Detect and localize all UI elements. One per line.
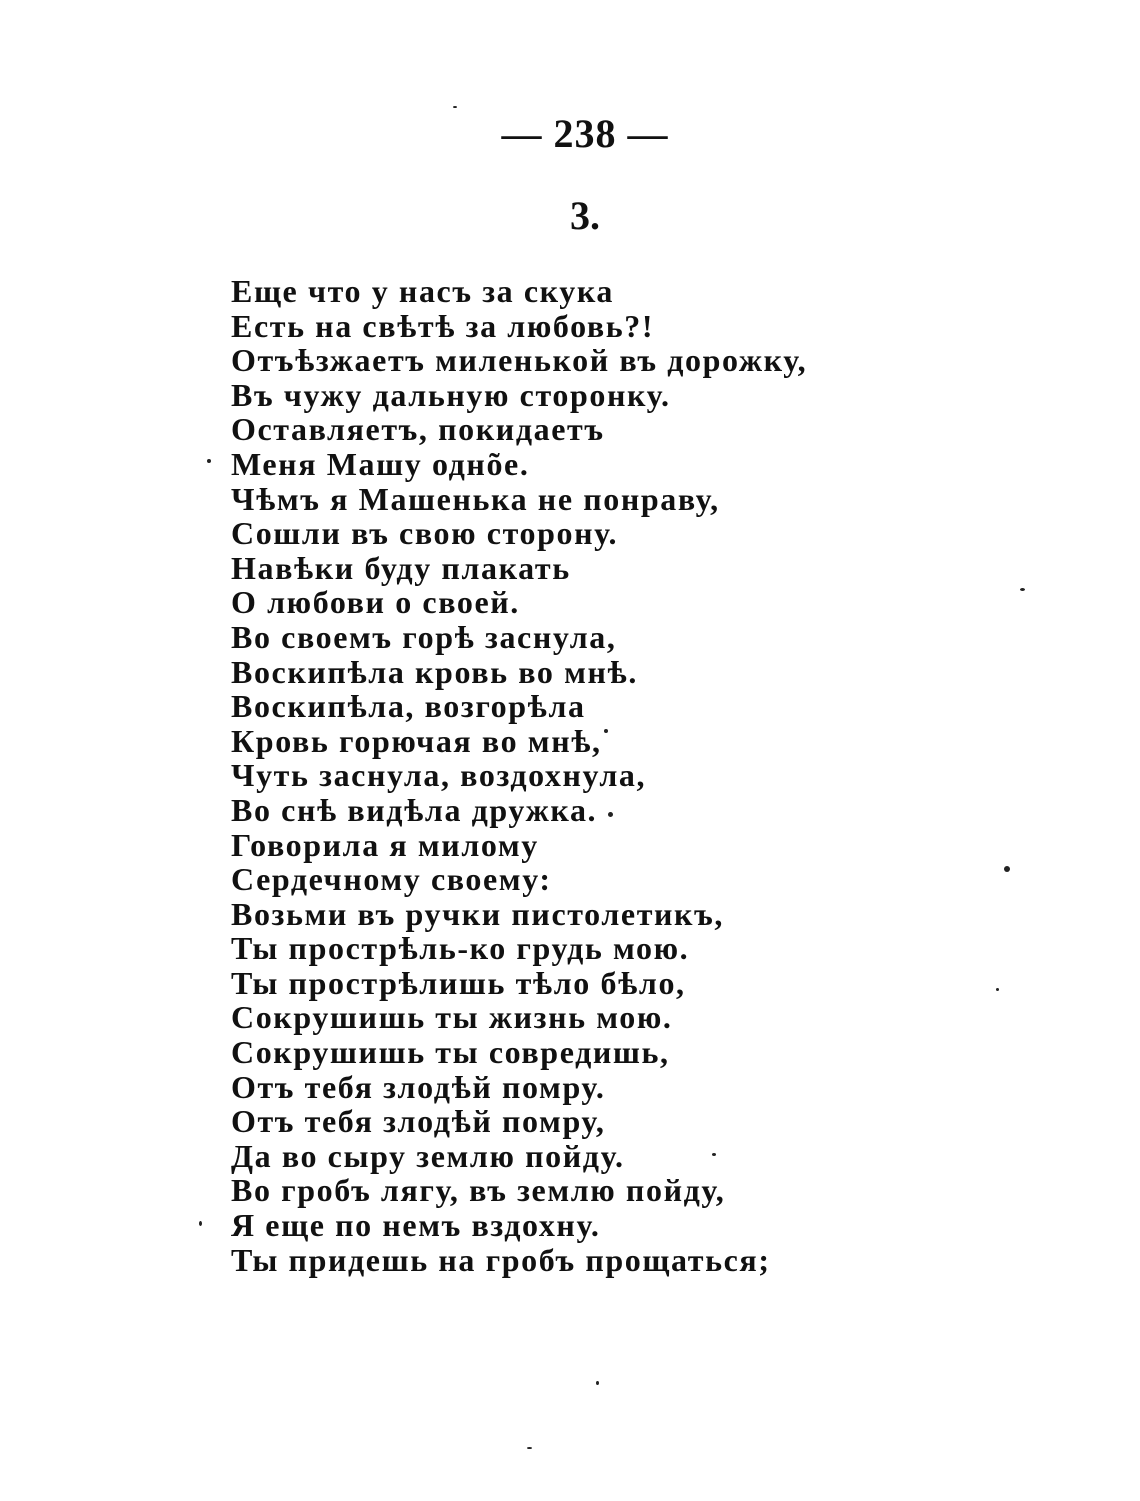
poem-text	[231, 274, 1051, 1277]
poem-line: Я еще по немъ вздохну.	[231, 1207, 601, 1244]
scan-speck	[596, 1381, 599, 1385]
poem-line: Возьми въ ручки пистолетикъ,	[231, 895, 724, 932]
page-number: — 238 —	[501, 111, 669, 156]
poem-line: Чуть заснула, воздохнула,	[231, 757, 647, 794]
scan-speck	[604, 729, 608, 733]
scan-speck	[207, 459, 211, 463]
poem-line: Сошли въ свою сторону.	[231, 515, 619, 552]
poem-line: Отъ тебя злодѣй помру.	[231, 1068, 606, 1105]
scan-speck	[712, 1153, 716, 1156]
poem-line: Ты прострѣль-ко грудь мою.	[231, 930, 690, 967]
scan-speck	[527, 1447, 532, 1449]
poem-line: Чѣмъ я Машенька не понраву,	[231, 480, 720, 517]
scan-speck	[608, 812, 613, 817]
poem-line: Во своемъ горѣ заснула,	[231, 618, 617, 655]
scan-speck	[996, 988, 999, 991]
poem-line: Да во сыру землю пойду.	[231, 1137, 625, 1174]
poem-line: Отъ тебя злодѣй помру,	[231, 1103, 606, 1140]
scan-speck	[1020, 588, 1025, 591]
poem-line: Воскипѣла, возгорѣла	[231, 688, 586, 725]
poem-line: Во гробъ лягу, въ землю пойду,	[231, 1172, 726, 1209]
poem-line: Еще что у насъ за скука	[231, 273, 615, 309]
poem-line: Сокрушишь ты жизнь мою.	[231, 999, 673, 1036]
poem-line: Сердечному своему:	[231, 861, 552, 898]
section-number: 3.	[570, 193, 600, 238]
poem-line: Навѣки буду плакать	[231, 549, 571, 586]
poem-line: Воскипѣла кровь во мнѣ.	[231, 653, 638, 690]
poem-line: Во снѣ видѣла дружка.	[231, 791, 598, 828]
poem-line: Въ чужу дальную сторонку.	[231, 376, 671, 413]
poem-line: О любови о своей.	[231, 584, 520, 621]
poem-line: Ты прострѣлишь тѣло бѣло,	[231, 964, 686, 1001]
poem-line: Говорила я милому	[231, 826, 539, 863]
poem-line: Оставляетъ, покидаетъ	[231, 411, 605, 448]
scan-speck	[199, 1221, 202, 1226]
poem-line: Кровь горючая во мнѣ,	[231, 722, 602, 759]
poem-line: Отъѣзжаетъ миленькой въ дорожку,	[231, 342, 808, 379]
scan-speck	[1004, 866, 1010, 872]
poem-line: Меня Машу однõе.	[231, 445, 530, 482]
poem-line: Есть на свѣтѣ за любовь?!	[231, 307, 655, 344]
poem-line: Сокрушишь ты совредишь,	[231, 1034, 670, 1071]
scan-speck	[453, 106, 457, 108]
poem-line: Ты придешь на гробъ прощаться;	[231, 1241, 771, 1278]
